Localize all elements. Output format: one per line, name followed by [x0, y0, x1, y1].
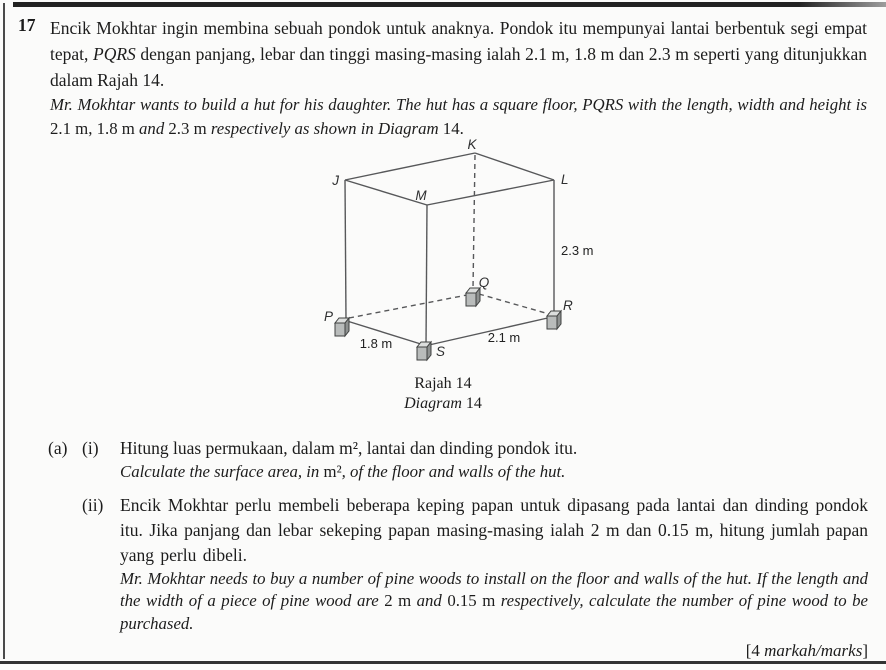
vertex-label-R: R: [563, 298, 573, 313]
part-ii-label: (ii): [82, 494, 104, 515]
part-ii-text: [120, 493, 868, 662]
part-i-text: [120, 436, 868, 484]
part-ii-english-num2: 0.15 m: [447, 591, 496, 610]
edge-ML: [427, 180, 554, 205]
intro-malay-seg1: Encik Mokhtar ingin membina sebuah pondok untuk anaknya. Pondok itu mempunyai lantai berbentuk segi empat tepat,: [50, 18, 867, 64]
marks-word: markah/marks: [764, 641, 863, 660]
marks-open: [4: [745, 641, 765, 660]
intro-english-seg1: Mr. Mokhtar wants to build a hut for his daughter. The hut has a square floor, PQRS with the length, width and height is: [50, 95, 867, 114]
edge-KL: [475, 153, 554, 180]
vertex-label-K: K: [467, 137, 477, 152]
marks-allocation: [120, 640, 868, 661]
edge-JK: [345, 153, 475, 180]
intro-english-num1: 2.1 m, 1.8 m: [50, 119, 135, 138]
foot-block-S: [417, 342, 431, 360]
part-i-english-seg1: Calculate the surface area, in: [120, 462, 324, 481]
intro-english: [50, 93, 867, 141]
part-ii-english-num1: 2 m: [384, 591, 412, 610]
part-i-label: (i): [82, 438, 99, 458]
dimension-height: 2.3 m: [561, 243, 594, 258]
vertex-label-Q: Q: [478, 275, 490, 290]
dimension-length: 2.1 m: [487, 330, 521, 345]
edge-PQ-dashed: [349, 295, 467, 318]
foot-block-R: [547, 311, 561, 329]
hut-cuboid-figure: [296, 136, 630, 376]
vertex-label-P: P: [323, 309, 333, 324]
caption-english-number: 14: [461, 395, 482, 412]
foot-block-Q: [466, 288, 480, 306]
intro-english-num2: 2.3 m: [168, 119, 207, 138]
caption-malay: Rajah 14: [414, 375, 472, 392]
edge-JP: [345, 180, 346, 320]
left-rule: [3, 3, 5, 659]
edge-KQ-dashed: [473, 155, 475, 289]
diagram-caption: [0, 374, 886, 414]
part-a-ii: [48, 493, 868, 662]
top-rule: [13, 2, 886, 7]
diagram-14: [296, 136, 630, 376]
part-ii-english-seg3: respectively, calculate the number of pine wood to be purchased.: [120, 591, 868, 633]
intro-english-num3: 14.: [442, 119, 464, 138]
edge-QR-dashed: [479, 294, 549, 314]
part-a-label: (a): [48, 438, 68, 458]
vertex-label-S: S: [436, 344, 446, 359]
part-ii-english-seg1: Mr. Mokhtar needs to buy a number of pine woods to install on the floor and walls of the hut. If the length and the width of a piece of pine wood are: [120, 568, 868, 610]
marks-close: ]: [862, 641, 868, 660]
intro-malay-pqrs: PQRS: [93, 44, 136, 64]
dimension-width: 1.8 m: [359, 336, 393, 351]
intro-english-seg2: and: [134, 119, 169, 138]
vertex-label-L: L: [561, 172, 569, 187]
intro-malay-seg2: dengan panjang, lebar dan tinggi masing-masing ialah 2.1 m, 1.8 m dan 2.3 m seperti yang ditunjukkan dalam Rajah 14.: [50, 44, 867, 90]
vertex-label-M: M: [415, 188, 427, 203]
part-i-english-seg2: , of the floor and walls of the hut.: [341, 462, 566, 481]
part-i-malay: Hitung luas permukaan, dalam m², lantai dan dinding pondok itu.: [120, 438, 578, 458]
part-i-english: [120, 461, 868, 484]
caption-english: [0, 394, 886, 414]
caption-english-word: Diagram: [404, 395, 462, 412]
question-intro: [50, 15, 867, 141]
question-number: 17: [18, 15, 36, 35]
foot-block-P: [335, 318, 349, 336]
bottom-rule: [0, 661, 886, 664]
part-i-english-m2: m²: [323, 462, 342, 481]
question-parts: [48, 436, 868, 661]
part-a-i: [48, 436, 868, 484]
part-ii-malay: Encik Mokhtar perlu membeli beberapa keping papan untuk dipasang pada lantai dan dinding pondok itu. Jika panjang dan lebar sekeping papan masing-masing ialah 2 m dan 0.15 m, hitung jumlah papan yang perlu dibeli.: [120, 494, 868, 565]
part-ii-english: [120, 568, 868, 636]
edge-MS: [426, 205, 427, 346]
intro-english-seg3: respectively as shown in Diagram: [206, 119, 443, 138]
intro-malay: [50, 15, 867, 93]
vertex-label-J: J: [332, 173, 339, 188]
part-ii-english-seg2: and: [411, 591, 448, 610]
